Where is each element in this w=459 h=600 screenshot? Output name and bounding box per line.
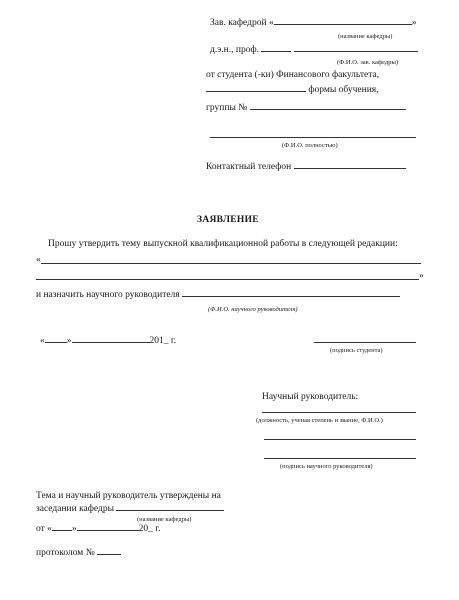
date-open-quote: « xyxy=(40,336,45,346)
approval-dept-hint: (название кафедры) xyxy=(137,516,192,523)
protocol-line xyxy=(36,549,121,559)
student-signature-blank[interactable] xyxy=(314,342,416,343)
dept-name-blank[interactable] xyxy=(274,23,412,25)
supervisor-assign-line xyxy=(36,291,400,301)
full-name-hint: (Ф.И.О. полностью) xyxy=(282,142,338,149)
head-name-blank-2[interactable] xyxy=(294,50,418,52)
topic-line-1[interactable] xyxy=(41,263,421,264)
dept-name-hint: (название кафедры) xyxy=(338,33,393,40)
topic-open-quote: « xyxy=(36,255,41,265)
supervisor-extra-blank[interactable] xyxy=(264,439,416,440)
supervisor-assign-label: и назначить научного руководителя xyxy=(36,290,180,300)
supervisor-label: Научный руководитель: xyxy=(262,392,359,402)
phone-line xyxy=(206,163,406,173)
month-blank[interactable] xyxy=(72,341,150,343)
application-date xyxy=(40,337,176,347)
application-title: ЗАЯВЛЕНИЕ xyxy=(197,215,259,225)
study-form-label: формы обучения, xyxy=(308,85,379,95)
protocol-label: протоколом № xyxy=(36,548,95,558)
supervisor-position-hint: (должность, ученая степень и звание, Ф.И.О.) xyxy=(256,417,383,424)
approval-day-blank[interactable] xyxy=(52,529,72,531)
degree-prefix: д.э.н., проф. xyxy=(210,45,259,55)
supervisor-signature-blank[interactable] xyxy=(264,458,416,459)
supervisor-name-blank[interactable] xyxy=(182,295,400,297)
head-of-dept-label: Зав. кафедрой « xyxy=(210,18,274,28)
approval-year: 20_ г. xyxy=(138,524,161,534)
supervisor-position-blank[interactable] xyxy=(262,412,416,413)
full-name-blank[interactable] xyxy=(210,137,416,138)
head-name-hint: (Ф.И.О. зав. кафедры) xyxy=(337,59,399,66)
date-close-quote: » xyxy=(66,336,72,346)
supervisor-name-hint: (Ф.И.О. научного руководителя) xyxy=(208,306,298,313)
from-student-label: от студента (-ки) Финансового факультета, xyxy=(206,70,380,80)
approval-line-1: Тема и научный руководитель утверждены на xyxy=(36,491,221,501)
protocol-number-blank[interactable] xyxy=(97,553,121,555)
head-name-blank[interactable] xyxy=(261,50,291,52)
supervisor-signature-hint: (подпись научного руководителя) xyxy=(280,463,373,470)
group-blank[interactable] xyxy=(250,108,406,110)
approval-from: от « xyxy=(36,524,52,534)
approval-dept-blank[interactable] xyxy=(116,509,224,511)
phone-blank[interactable] xyxy=(294,167,406,169)
approval-dept-label: заседании кафедры xyxy=(36,504,114,514)
topic-line-2[interactable] xyxy=(36,279,419,280)
day-blank[interactable] xyxy=(45,341,67,343)
group-label: группы № xyxy=(206,103,248,113)
topic-close-quote: » xyxy=(419,271,424,281)
head-of-dept-line xyxy=(210,19,416,29)
request-text: Прошу утвердить тему выпускной квалификационной работы в следующей редакции: xyxy=(48,239,398,249)
approval-date xyxy=(36,525,160,535)
group-line xyxy=(206,104,406,114)
phone-label: Контактный телефон xyxy=(206,162,292,172)
close-quote: » xyxy=(411,18,417,28)
approval-month-blank[interactable] xyxy=(77,529,139,531)
head-name-line xyxy=(210,46,418,56)
year-text: 201_ г. xyxy=(149,336,177,346)
approval-from-mid: » xyxy=(71,524,77,534)
study-form-blank[interactable] xyxy=(206,90,306,92)
approval-line-2 xyxy=(36,505,224,515)
study-form-line xyxy=(206,86,379,96)
student-signature-hint: (подпись студента) xyxy=(330,347,383,354)
